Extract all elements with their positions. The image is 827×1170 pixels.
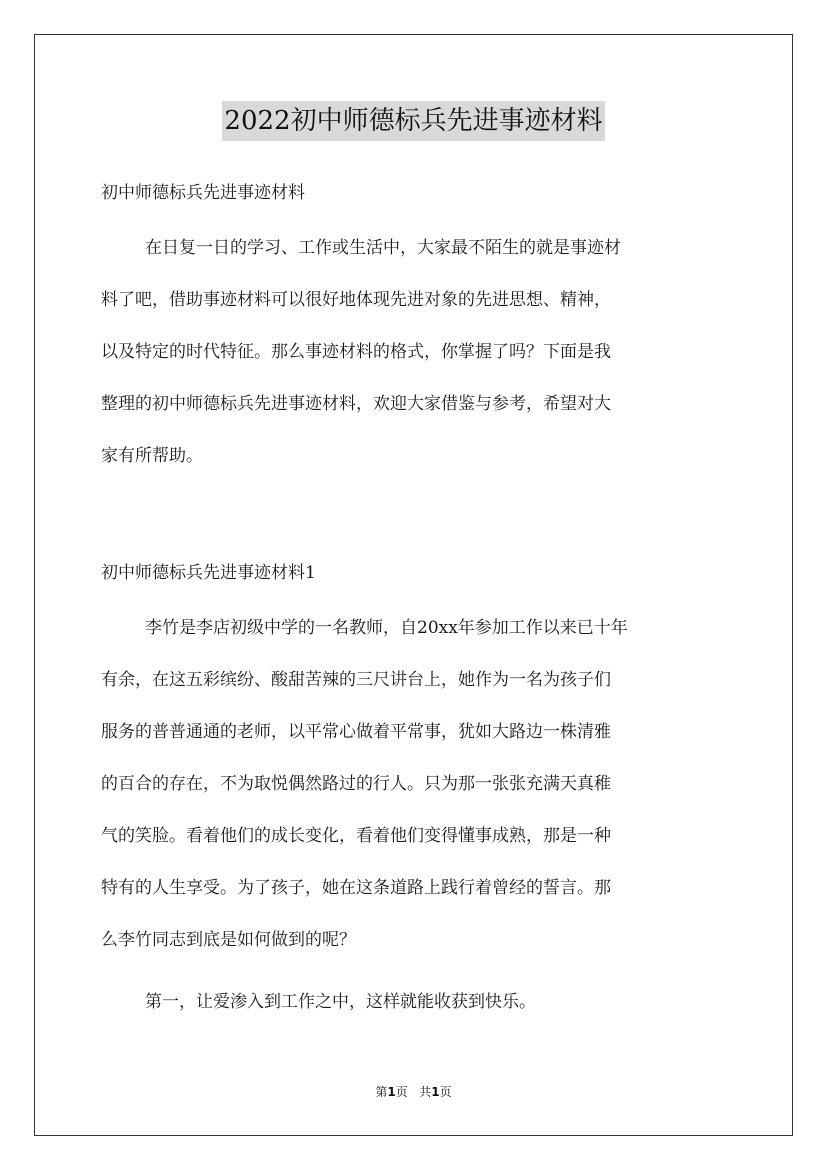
body-line-6: 特有的人生享受。为了孩子，她在这条道路上践行着曾经的誓言。那 <box>101 878 611 898</box>
body-line-2: 有余，在这五彩缤纷、酸甜苦辣的三尺讲台上，她作为一名为孩子们 <box>101 670 611 690</box>
body-line-4: 的百合的存在，不为取悦偶然路过的行人。只为那一张张充满天真稚 <box>101 774 611 794</box>
subtitle: 初中师德标兵先进事迹材料 <box>101 183 305 203</box>
intro-line-4: 整理的初中师德标兵先进事迹材料，欢迎大家借鉴与参考，希望对大 <box>101 394 611 414</box>
intro-line-1: 在日复一日的学习、工作或生活中，大家最不陌生的就是事迹材 <box>145 238 621 258</box>
total-pages-label: 共1页 <box>419 1085 452 1099</box>
body-line-5: 气的笑脸。看着他们的成长变化，看着他们变得懂事成熟，那是一种 <box>101 826 611 846</box>
body-line-3: 服务的普普通通的老师，以平常心做着平常事，犹如大路边一株清雅 <box>101 722 611 742</box>
body-line-1: 李竹是李店初级中学的一名教师，自20xx年参加工作以来已十年 <box>145 618 628 638</box>
point-one: 第一，让爱渗入到工作之中，这样就能收获到快乐。 <box>145 992 536 1012</box>
body-line-7: 么李竹同志到底是如何做到的呢？ <box>101 930 356 950</box>
intro-line-3: 以及特定的时代特征。那么事迹材料的格式，你掌握了吗？下面是我 <box>101 342 611 362</box>
section-heading: 初中师德标兵先进事迹材料1 <box>101 563 316 583</box>
document-title <box>0 101 827 141</box>
page-footer <box>0 1084 827 1100</box>
page-label: 第1页 <box>375 1085 408 1099</box>
document-title-text: 2022初中师德标兵先进事迹材料 <box>222 101 604 141</box>
intro-line-5: 家有所帮助。 <box>101 446 203 466</box>
intro-line-2: 料了吧，借助事迹材料可以很好地体现先进对象的先进思想、精神， <box>101 290 611 310</box>
